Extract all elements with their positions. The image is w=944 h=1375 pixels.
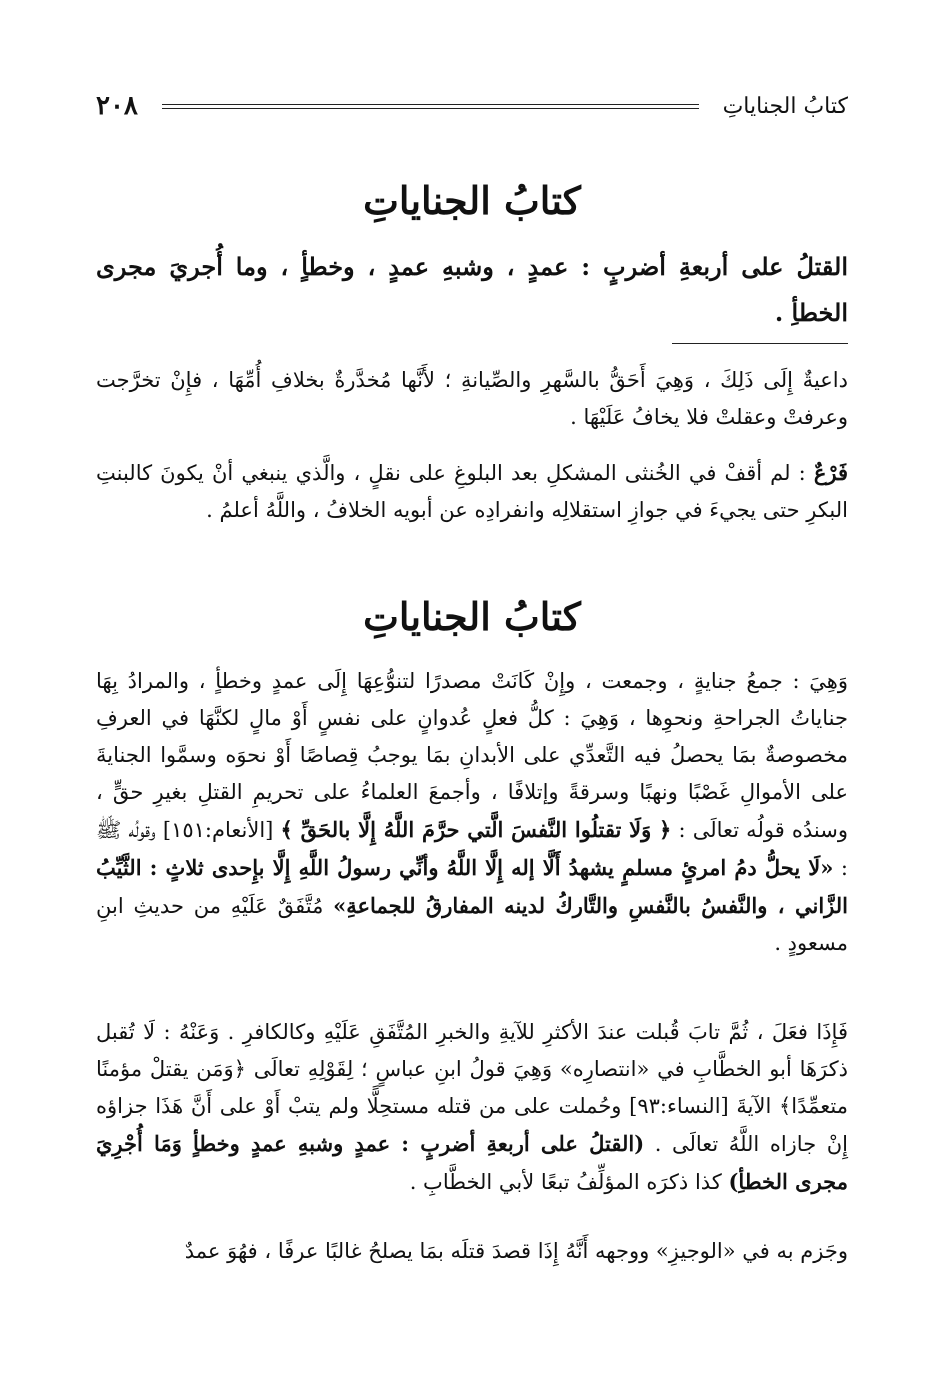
matn-text: القتلُ على أربعةِ أضربٍ : عمدٍ ، وشبهِ عمدٍ ، وخطأٍ ، وما أُجريَ مجرى الخطأِ . — [96, 252, 848, 327]
matn-divider — [672, 343, 848, 344]
page-number: ٢٠٨ — [96, 91, 138, 121]
paragraph: داعيةٌ إِلَى ذَلِكَ ، وَهِيَ أَحَقُّ بالسَّهرِ والصِّيانةِ ؛ لأَنَّها مُخدَّرةٌ بخلافِ أُمِّهَا ، فإِنْ تخرَّجت وعرفتْ وعقلتْ فلا يخافُ عَلَيْهَا . — [96, 368, 848, 429]
paragraph-text: : لم أقفْ في الخُنثى المشكلِ بعد البلوغِ على نقلٍ ، والَّذي ينبغي أنْ يكونَ كالبنتِ البكرِ حتى يجيءَ في جوازِ استقلالِه وانفرادِه عن أبويه الخلافُ ، واللَّهُ أعلمُ . — [96, 461, 848, 522]
paragraph-text: [الأنعام:١٥١] وقولُه ﷺ : — [96, 818, 848, 880]
chapter-title: كتابُ الجناياتِ — [363, 178, 581, 223]
running-title: كتابُ الجناياتِ — [722, 93, 848, 119]
quran-verse: ﴿ وَلَا تقتلُوا النَّفسَ الَّتي حرَّمَ اللَّهُ إِلَّا بالحَقِّ ﴾ — [280, 817, 672, 842]
hadith-quote: «لَا يحلُّ دمُ امرئٍ مسلمٍ يشهدُ أَلَّا إله إِلَّا اللَّهُ وأنِّي رسولُ اللَّهِ إِلَّا بإِحدى ثلاثٍ : الثَّيِّبُ الزَّاني ، والنَّفسُ بالنَّفسِ والتَّاركُ لدينه المفارقُ للجماعةِ» — [96, 855, 848, 918]
paragraph-text: فَإِذَا فعَلَ ، ثُمَّ تابَ قُبلت عندَ الأكثرِ للآيةِ والخبرِ المُتَّفَقِ عَلَيْهِ وكالكافرِ . وَعَنْهُ : لَا تُقبل ذكرَهَا أبو الخطَّابِ في «انتصارِه» وَهِيَ قولُ ابنِ عباسٍ ؛ لِقَوْلِهِ تعالَى ﴿وَمَن يقتلْ مؤمنًا متعمِّدًا﴾ الآيةَ [النساء:٩٣] وحُملت على من قتله مستحِلًّا ولم يتبْ أَوْ على أَنَّ هَذَا جزاؤه إِنْ جازاه اللَّهُ تعالَى . — [96, 1020, 848, 1156]
paragraph — [96, 454, 848, 529]
paragraph-text: وَهِيَ : جمعُ جنايةٍ ، وجمعت ، وإِنْ كَانَتْ مصدرًا لتنوُّعِهَا إِلَى عمدٍ وخطأٍ ، والمرادُ بِهَا جناياتُ الجراحةِ ونحوِها ، وَهِيَ : كلُّ فعلٍ عُدوانٍ على نفسٍ أَوْ مالٍ لكنَّهَا في العرفِ مخصوصةٌ بمَا يحصلُ فيه التَّعدِّي على الأبدانِ بمَا يوجبُ قِصاصًا أَوْ نحوَه وسمَّوا الجنايةَ على الأموالِ غَصْبًا ونهبًا وسرقةً وإتلافًا ، وأجمعَ العلماءُ على تحريمِ القتلِ بغيرِ حقٍّ ، وسندُه قولُه تعالَى : — [96, 669, 848, 842]
paragraph-text: كذا ذكرَه المؤلِّفُ تبعًا لأبي الخطَّابِ . — [409, 1170, 722, 1194]
header-rule — [162, 104, 699, 109]
paragraph-text: مُتَّفَقٌ عَلَيْهِ من حديثِ ابنِ مسعودٍ . — [96, 894, 848, 955]
paragraph: وجَزم به في «الوجيزِ» ووجهه أَنَّهُ إِذَا قصدَ قتلَه بمَا يصلحُ غالبًا عرفًا ، فهُوَ عمدٌ — [184, 1239, 848, 1263]
running-header — [96, 86, 848, 126]
matn-quote: (القتلُ على أربعةِ أضربٍ : عمدٍ وشبهِ عمدٍ وخطأٍ وَمَا أُجْرِيَ مجرى الخطأِ) — [96, 1131, 848, 1194]
paragraph — [96, 663, 848, 962]
chapter-title-commentary: كتابُ الجناياتِ — [363, 594, 581, 639]
paragraph — [96, 1014, 848, 1201]
far-label: فَرْعٌ — [813, 460, 848, 485]
